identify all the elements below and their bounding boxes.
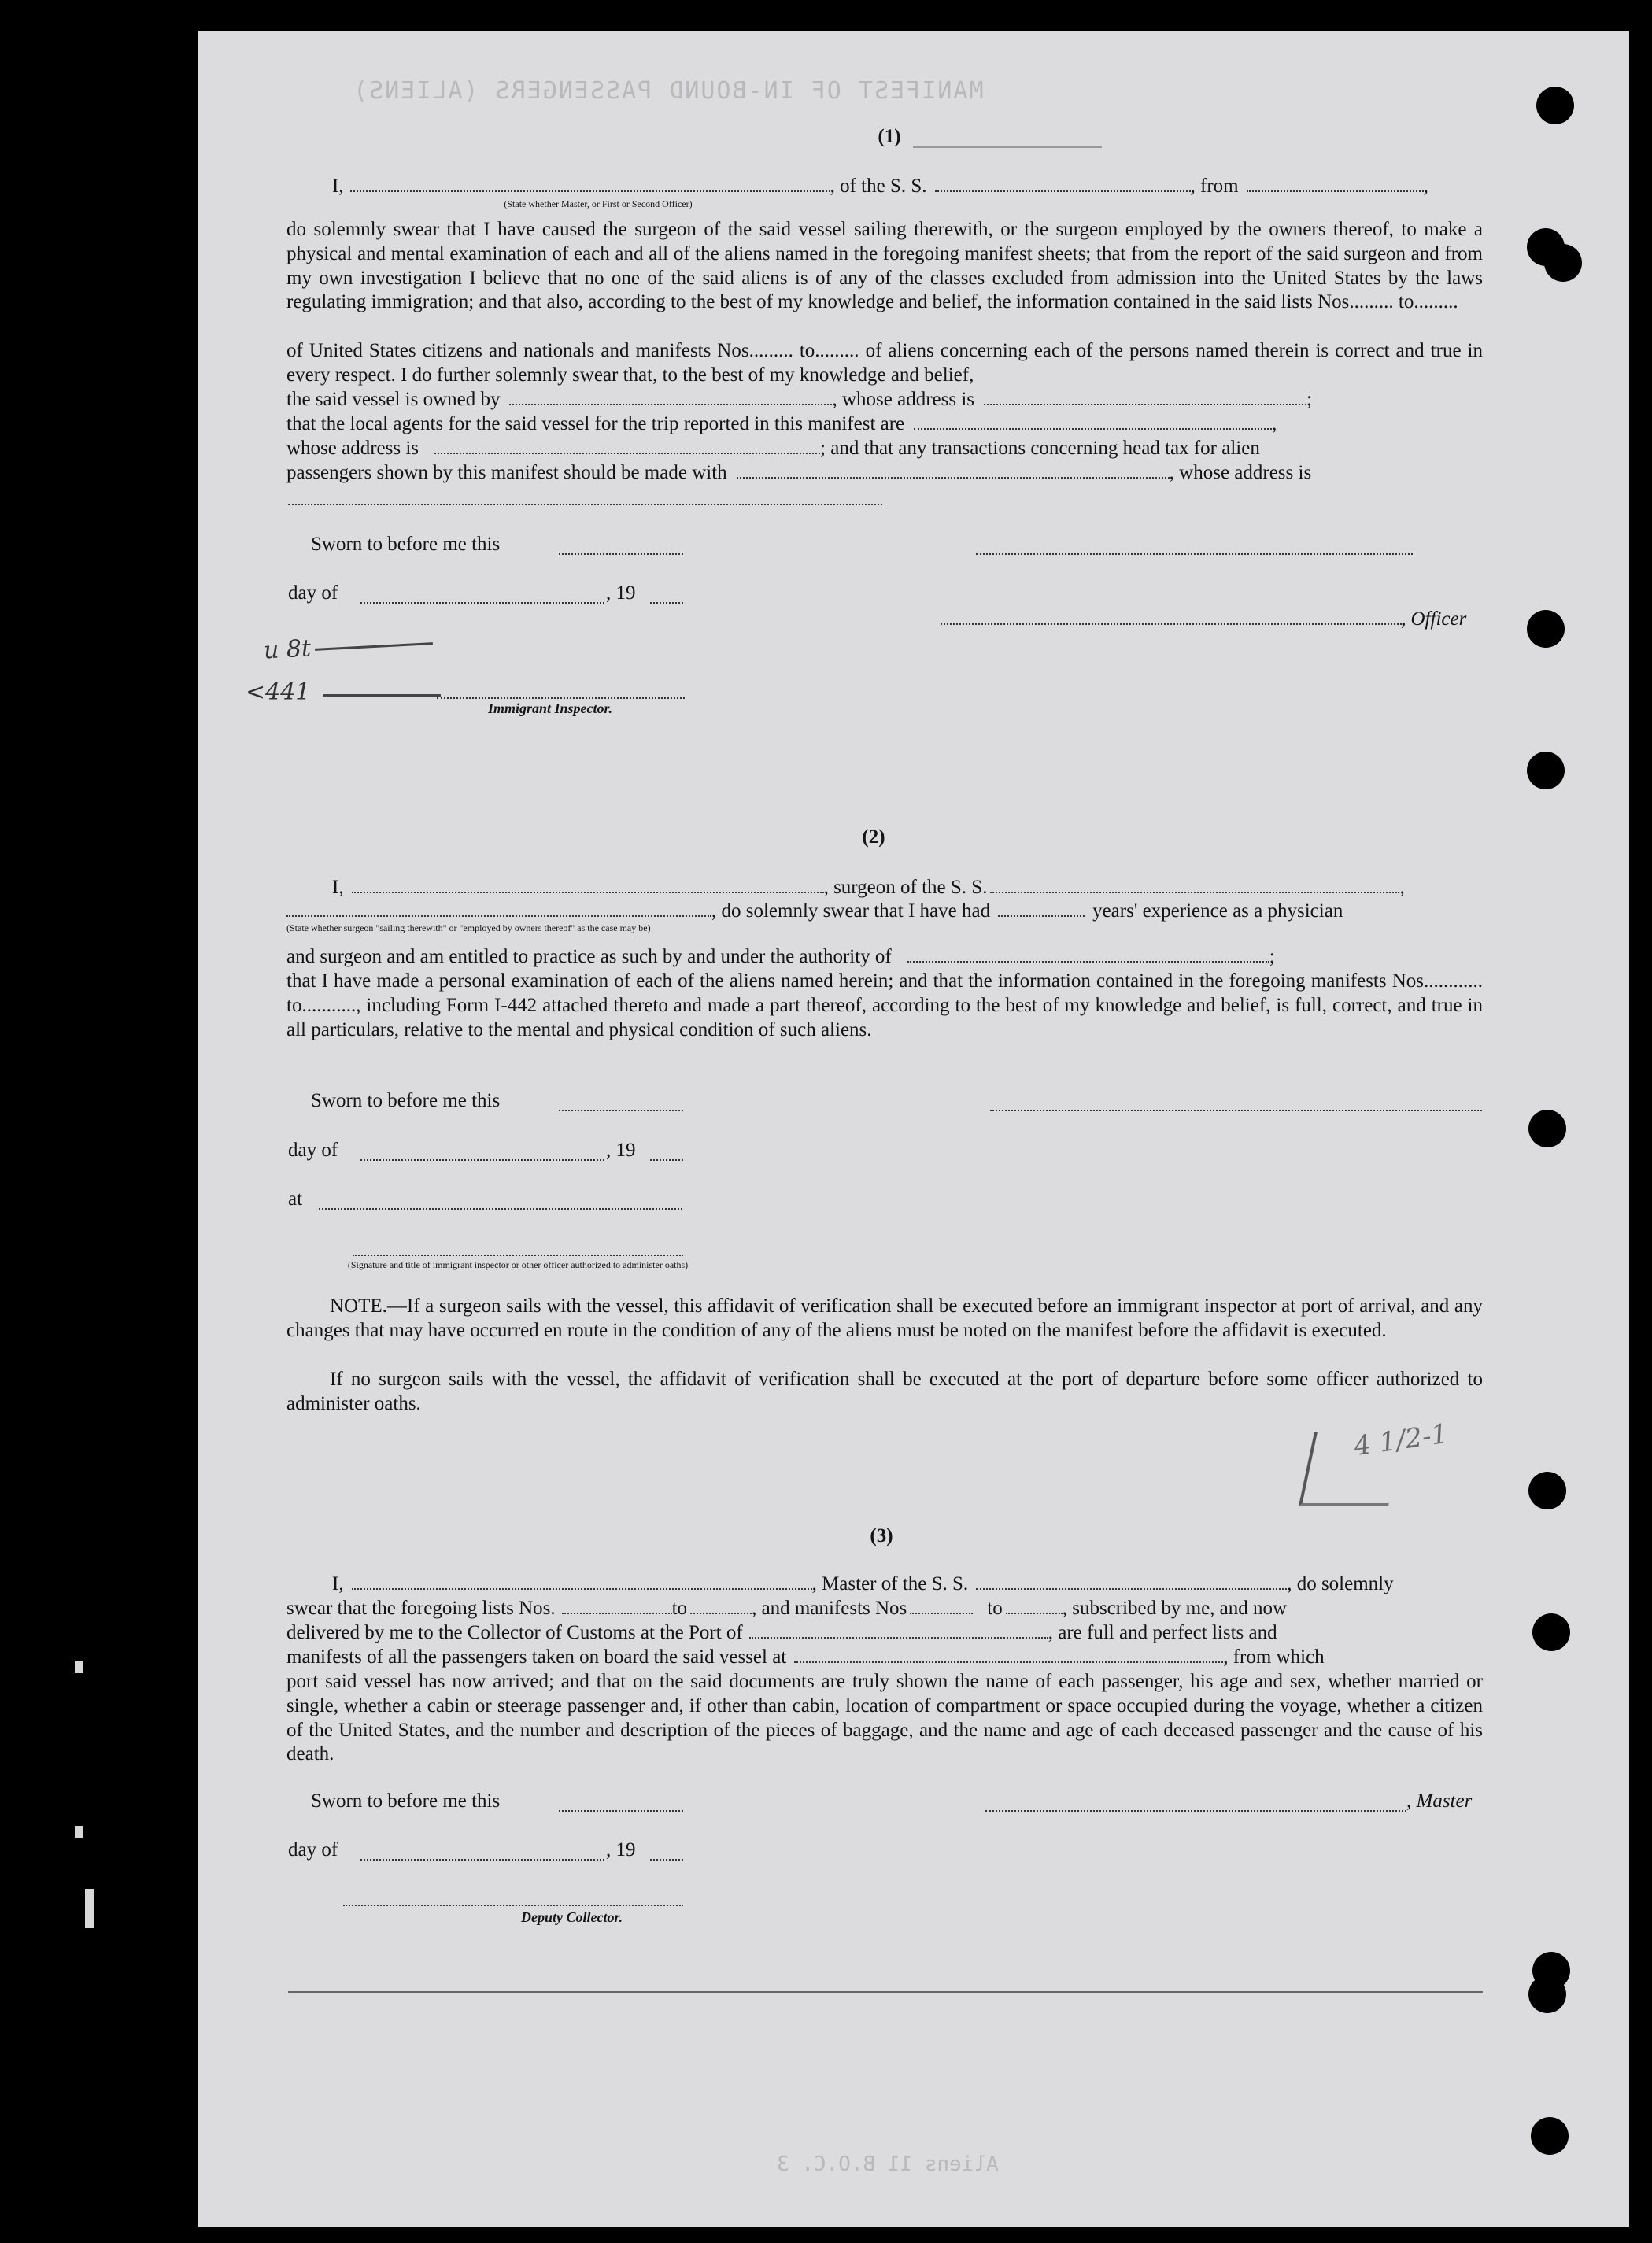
label: swear that the foregoing lists Nos. (286, 1598, 556, 1619)
year-field (650, 1159, 683, 1161)
signature-note: (Signature and title of immigrant inspector or other officer authorized to administer oaths) (347, 1259, 689, 1270)
label: years' experience as a physician (1092, 900, 1343, 922)
punch-hole (1531, 2117, 1569, 2155)
day-field (360, 602, 604, 604)
authority-field (907, 945, 1269, 963)
year-label: , 19 (606, 1140, 636, 1161)
label: the said vessel is owned by (286, 389, 501, 410)
manifests-from-field (910, 1597, 973, 1614)
port-field (749, 1621, 1048, 1639)
surgeon-status-field (286, 900, 711, 917)
practice-line: and surgeon and am entitled to practice as such by and under the authority of ; (286, 946, 1275, 967)
note-body: —If a surgeon sails with the vessel, this affidavit of verification shall be executed before an immigrant inspector at port of arrival, and any changes that may have occurred en route in the condition of any of the aliens must be noted on the manifest before the affidavit is executed. (286, 1295, 1483, 1341)
handwritten-mark: <441 (246, 678, 311, 706)
year-field (650, 602, 683, 604)
label: , and manifests Nos (752, 1598, 907, 1619)
section-2-number: (2) (862, 826, 885, 848)
sworn-date-field (559, 553, 683, 555)
note-paragraph (286, 1295, 1483, 1343)
label: I, (332, 176, 344, 197)
film-mark (75, 1826, 83, 1838)
punch-hole (1544, 244, 1582, 282)
local-agents-line: that the local agents for the said vessel for the trip reported in this manifest are , (286, 413, 1277, 434)
label: , surgeon of the S. S. (823, 877, 988, 898)
manifests-to-field (1006, 1597, 1063, 1614)
note-paragraph-2: If no surgeon sails with the vessel, the affidavit of verification shall be executed at the port of departure before some officer authorized to administer oaths. (286, 1369, 1483, 1414)
section-3-line-2 (286, 1597, 1483, 1620)
at-label: at (288, 1188, 303, 1210)
label: that the local agents for the said vessel for the trip reported in this manifest are (286, 413, 905, 434)
section-3-line-4 (286, 1646, 1483, 1668)
section-3-line-1 (332, 1572, 1483, 1595)
sworn-date-field (559, 1810, 683, 1812)
film-mark (85, 1889, 94, 1928)
owned-by-line: the said vessel is owned by , whose address is ; (286, 389, 1312, 410)
label: to (671, 1598, 688, 1619)
day-field (360, 1859, 604, 1861)
ghost-footer: Aliens 11 B.O.C. 3 (777, 2152, 999, 2176)
punch-hole (1527, 610, 1565, 648)
label: , are full and perfect lists and (1048, 1622, 1277, 1643)
punch-hole (1528, 1472, 1566, 1509)
label: to (987, 1598, 1003, 1619)
year-field (650, 1859, 683, 1861)
label: , (1423, 176, 1428, 197)
label: I, (332, 877, 344, 898)
section-2-line-2 (286, 900, 1483, 922)
officer-name-field (350, 175, 830, 192)
section-3-number: (3) (870, 1525, 893, 1546)
lists-to-field (690, 1597, 752, 1614)
punch-hole (1536, 87, 1574, 124)
surgeon-signature-line (990, 1110, 1482, 1111)
owner-address-field (984, 388, 1306, 405)
section-3-line-3 (286, 1621, 1483, 1644)
section-1-number: (1) (878, 126, 901, 147)
note-head: NOTE. (330, 1295, 387, 1317)
punch-hole (1528, 1975, 1566, 2013)
label: , whose address is (832, 389, 975, 410)
officer-label: , Officer (1401, 608, 1467, 630)
label: , from which (1223, 1646, 1325, 1668)
master-label: , Master (1406, 1790, 1473, 1812)
punch-hole (1527, 752, 1565, 789)
label: I, (332, 1573, 344, 1594)
local-agents-field (914, 412, 1272, 430)
head-tax-contact-field (737, 461, 1170, 479)
label: whose address is (286, 438, 419, 459)
deputy-signature-line (343, 1905, 683, 1906)
label: , do solemnly swear that I have had (711, 900, 991, 922)
master-signature-line (985, 1810, 1406, 1812)
label: ; and that any transactions concerning head tax for alien (820, 438, 1260, 459)
surgeon-note: (State whether surgeon "sailing therewith" or "employed by owners thereof" as the case may be) (286, 922, 651, 933)
film-mark (75, 1661, 83, 1673)
vessel-name-field (990, 876, 1399, 893)
punch-hole (1532, 1613, 1570, 1651)
section-1-body-2: of United States citizens and nationals and manifests Nos......... to......... of aliens concerning each of the persons named therein is correct and true in every respect. I do further solemnly swear that, to the best of my knowledge and belief, (286, 340, 1483, 386)
year-label: , 19 (606, 582, 636, 604)
label: passengers shown by this manifest should be made with (286, 462, 727, 483)
margin-handwriting: 4 1/2-1 (1351, 1417, 1451, 1463)
address-continuation-field (288, 504, 882, 505)
section-1-body: do solemnly swear that I have caused the surgeon of the said vessel sailing therewith, or the surgeon employed by the owners thereof, to make a physical and mental examination of each and all of the aliens named in the foregoing manifest sheets; that from the report of the said surgeon and from my own investigation I believe that no one of the said aliens is of any of the classes excluded from admission into the United States by the laws regulating immigration; and that also, according to the best of my knowledge and belief, the information contained in the said lists Nos......... to......... (286, 219, 1483, 313)
officer-note: (State whether Master, or First or Second Officer) (504, 198, 693, 209)
day-of-label: day of (288, 582, 338, 604)
from-port-field (1247, 175, 1424, 192)
day-of-label: day of (288, 1140, 338, 1161)
embark-port-field (794, 1646, 1223, 1663)
whose-address-line (286, 437, 1483, 460)
label: , Master of the S. S. (811, 1573, 969, 1594)
sworn-label: Sworn to before me this (311, 534, 501, 555)
bottom-rule (288, 1991, 1483, 1993)
sworn-label: Sworn to before me this (311, 1790, 501, 1812)
label: , do solemnly (1287, 1573, 1394, 1594)
handwritten-stroke (323, 694, 441, 697)
ghost-header: MANIFEST OF IN-BOUND PASSENGERS (ALIENS) (352, 77, 984, 105)
section-2-body: that I have made a personal examination of each of the aliens named herein; and that the information contained in the foregoing manifests Nos............ to..........., including Form I-442 attached thereto and made a part thereof, according to the best of my knowledge and belief, is full, correct, and true in all particulars, relative to the mental and physical condition of such aliens. (286, 970, 1483, 1040)
lists-from-field (562, 1597, 672, 1614)
section-2-line-1: I, , surgeon of the S. S. , (332, 877, 1405, 898)
sworn-date-field (559, 1110, 683, 1111)
section-1-line-1 (332, 175, 1483, 198)
label: , of the S. S. (830, 176, 927, 197)
vessel-name-field (935, 175, 1191, 192)
master-name-field (352, 1572, 812, 1590)
day-field (360, 1159, 604, 1161)
at-field (319, 1208, 682, 1210)
sworn-label: Sworn to before me this (311, 1090, 501, 1111)
inspector-label: Immigrant Inspector. (488, 700, 613, 716)
punch-hole (1528, 1110, 1566, 1147)
label: , from (1190, 176, 1239, 197)
day-of-label: day of (288, 1839, 338, 1861)
label: and surgeon and am entitled to practice as such by and under the authority of (286, 946, 892, 967)
years-field (998, 900, 1085, 917)
label: , subscribed by me, and now (1062, 1598, 1288, 1619)
number-underline (913, 146, 1102, 148)
section-3-body: port said vessel has now arrived; and that on the said documents are truly shown the name of each passenger, his age and sex, whether married or single, whether a cabin or steerage passenger and, if other than cabin, location of compartment or space occupied during the voyage, whether a citizen of the United States, and the number and description of the pieces of baggage, and the name and age of each deceased passenger and the cause of his death. (286, 1671, 1483, 1765)
label: , whose address is (1169, 462, 1312, 483)
handwritten-stroke (1299, 1432, 1404, 1506)
officer-signature-line-upper (976, 553, 1413, 555)
owner-field (509, 388, 832, 405)
handwritten-mark: u 8t (263, 634, 312, 665)
label: delivered by me to the Collector of Customs at the Port of (286, 1622, 743, 1643)
deputy-label: Deputy Collector. (521, 1909, 623, 1925)
inspector-signature-line (437, 697, 685, 699)
year-label: , 19 (606, 1839, 636, 1861)
surgeon-name-field (352, 876, 824, 893)
agents-address-field (434, 437, 820, 454)
officer-signature-line (941, 623, 1405, 625)
label: manifests of all the passengers taken on board the said vessel at (286, 1646, 787, 1668)
vessel-name-field (976, 1572, 1287, 1590)
passengers-line (286, 461, 1483, 484)
inspector-signature-line (353, 1255, 683, 1256)
